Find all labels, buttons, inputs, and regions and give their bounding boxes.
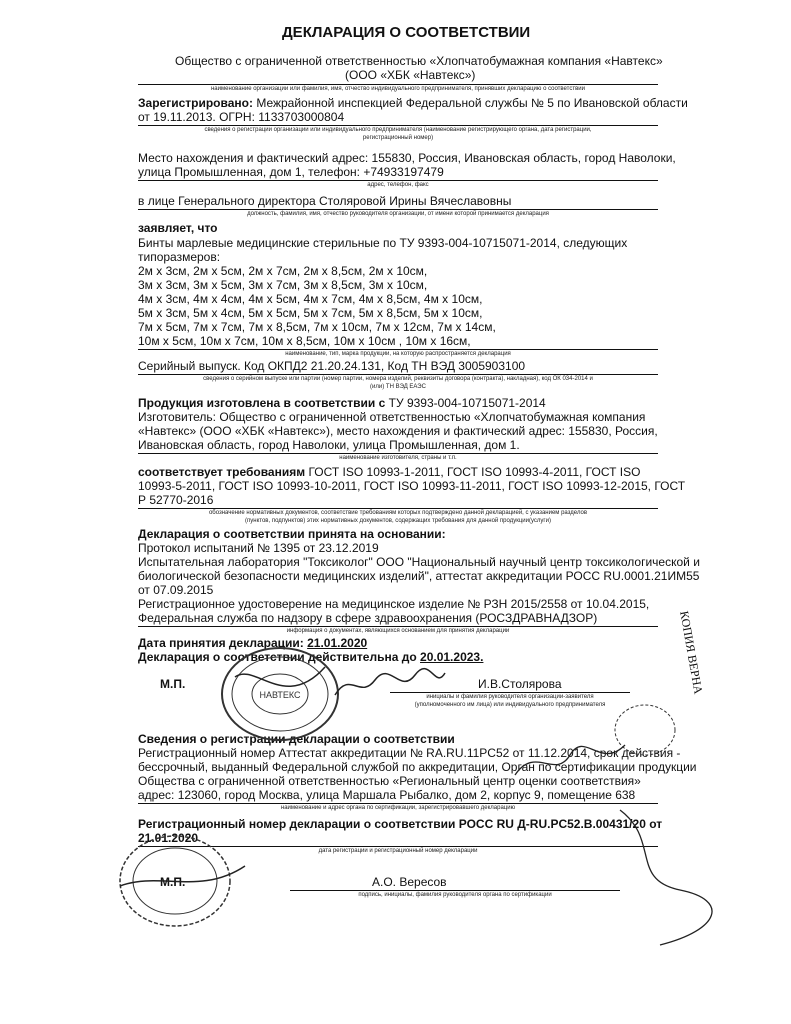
- address-line1: Место нахождения и фактический адрес: 155830, Россия, Ивановская область, город Наволоки,: [138, 151, 676, 165]
- registration-line: адрес: 123060, город Москва, улица Маршала Рыбалко, дом 2, корпус 9, помещение 638: [138, 788, 636, 802]
- manufactured-label: Продукция изготовлена в соответствии с: [138, 396, 386, 410]
- caption-standards-1: обозначение нормативных документов, соответствие требованиям которых подтверждено данной декларацией, с указанием разделов: [208, 510, 588, 516]
- caption-basis: информация о документах, являющихся основанием для принятия декларации: [286, 628, 510, 634]
- caption-signatory-1: инициалы и фамилия руководителя организации-заявителя: [426, 694, 594, 700]
- product-line: 4м x 3см, 4м x 4см, 4м x 5см, 4м x 7см, 4м x 8,5см, 4м x 10см,: [138, 292, 483, 306]
- divider: [138, 180, 658, 181]
- represented-by: в лице Генерального директора Столяровой Ирины Вячеславовны: [138, 194, 512, 208]
- basis-line: Протокол испытаний № 1395 от 23.12.2019: [138, 541, 379, 555]
- caption-standards-2: (пунктов, подпунктов) этих нормативных документов, содержащих требования для данной продукции(услуги): [245, 518, 551, 524]
- caption-signatory-2: (уполномоченного им лица) или индивидуального предпринимателя: [414, 702, 606, 708]
- caption-product: наименование, тип, марка продукции, на которую распространяется декларация: [285, 351, 511, 357]
- registration-header: Сведения о регистрации декларации о соответствии: [138, 732, 455, 746]
- org-name-line2: (ООО «ХБК «Навтекс»): [345, 68, 476, 82]
- basis-line: Испытательная лаборатория "Токсиколог" ООО "Национальный научный центр токсикологической и: [138, 555, 700, 569]
- signature-stroke: [235, 667, 325, 686]
- date-accepted-label: Дата принятия декларации:: [138, 636, 304, 650]
- caption-regnum: дата регистрации и регистрационный номер декларации: [318, 848, 478, 854]
- caption-signatory-3: подпись, инициалы, фамилия руководителя органа по сертификации: [358, 892, 552, 898]
- regnum-date: 21.01.2020: [138, 831, 199, 845]
- conforms-label: соответствует требованиям: [138, 465, 306, 479]
- registered-line1: [138, 97, 688, 109]
- page-title: ДЕКЛАРАЦИЯ О СООТВЕТСТВИИ: [282, 24, 531, 41]
- divider: [138, 209, 658, 210]
- manufactured-spec: ТУ 9393-004-10715071-2014: [388, 396, 546, 410]
- registration-line: бессрочный, выданный Федеральной службой по аккредитации, Орган по сертификации продукции: [138, 760, 697, 774]
- conforms-line1: [138, 466, 640, 478]
- caption-represented: должность, фамилия, имя, отчество руководителя организации, от имени которой принимается декларация: [247, 211, 549, 217]
- mp-label-2: М.П.: [160, 875, 186, 889]
- caption-manufacturer: наименование изготовителя, страны и т.п.: [339, 455, 457, 461]
- caption-registration-body: наименование и адрес органа по сертификации, зарегистрировавшего декларацию: [280, 805, 516, 811]
- org-name-line1: Общество с ограниченной ответственностью «Хлопчатобумажная компания «Навтекс»: [175, 54, 663, 68]
- registration-line: Регистрационный номер Аттестат аккредитации № RA.RU.11PC52 от 11.12.2014, срок действия -: [138, 746, 681, 760]
- basis-line: биологической безопасности медицинских изделий", аттестат аккредитации РОСС RU.0001.21ИМ55: [138, 569, 700, 583]
- registered-line2: от 19.11.2013. ОГРН: 1133703000804: [138, 110, 345, 124]
- caption-org: наименование организации или фамилия, имя, отчество индивидуального предпринимателя, принявших декларацию о соответствии: [210, 86, 586, 92]
- divider: [138, 803, 658, 804]
- mp-label-1: М.П.: [160, 677, 186, 691]
- registered-label: Зарегистрировано:: [138, 96, 253, 110]
- signature-path: [620, 810, 712, 945]
- caption-serial-1: сведения о серийном выпуске или партии (номер партии, номера изделий, реквизиты договора (контракта), накладная), код ОК 034-2014 и: [203, 376, 593, 382]
- manufacturer-line: Изготовитель: Общество с ограниченной ответственностью «Хлопчатобумажная компания: [138, 410, 646, 424]
- date-valid-label: Декларация о соответствии действительна до: [138, 650, 417, 664]
- conforms-standards: ГОСТ ISO 10993-1-2011, ГОСТ ISO 10993-4-2011, ГОСТ ISO: [308, 465, 641, 479]
- basis-line: Регистрационное удостоверение на медицинское изделие № РЗН 2015/2558 от 10.04.2015,: [138, 597, 650, 611]
- caption-serial-2: (или) ТН ВЭД ЕАЭС: [370, 384, 426, 390]
- divider: [138, 508, 658, 509]
- standards-line: 10993-5-2011, ГОСТ ISO 10993-10-2011, ГОСТ ISO 10993-11-2011, ГОСТ ISO 10993-12-2015, ГОСТ: [138, 479, 686, 493]
- divider: [138, 125, 658, 126]
- product-line: 3м x 3см, 3м x 5см, 3м x 7см, 3м x 8,5см, 3м x 10см,: [138, 278, 428, 292]
- date-accepted-value: 21.01.2020: [307, 636, 368, 650]
- stamp-center-text: НАВТЕКС: [259, 690, 301, 700]
- serial-text: Серийный выпуск. Код ОКПД2 21.20.24.131, Код ТН ВЭД 3005903100: [138, 359, 526, 373]
- round-stamp-1: [215, 642, 345, 747]
- manufacturer-line: «Навтекс» (ООО «ХБК «Навтекс»), место нахождения и фактический адрес: 155830, Россия,: [138, 424, 658, 438]
- signature-path: [335, 669, 445, 695]
- manufactured-line1: [138, 397, 546, 409]
- registered-text: Межрайонной инспекцией Федеральной службы № 5 по Ивановской области: [256, 96, 688, 110]
- round-stamp-2: [110, 826, 250, 931]
- divider: [138, 349, 658, 350]
- date-valid-value: 20.01.2023.: [420, 650, 484, 664]
- caption-registration-2: регистрационный номер): [362, 135, 434, 141]
- divider: [138, 626, 658, 627]
- signature-1: [330, 665, 450, 705]
- caption-registration-1: сведения о регистрации организации или индивидуального предпринимателя (наименование регистрирующего органа, дата регистрации,: [204, 127, 592, 133]
- product-line: Бинты марлевые медицинские стерильные по ТУ 9393-004-10715071-2014, следующих: [138, 236, 628, 250]
- product-line: типоразмеров:: [138, 250, 221, 264]
- regnum-line1: Регистрационный номер декларации о соответствии РОСС RU Д-RU.PC52.B.00431/20 от: [138, 817, 663, 831]
- divider: [138, 374, 658, 375]
- signature-3: [600, 800, 740, 950]
- signature-stroke: [120, 866, 245, 889]
- basis-line: Федеральная служба по надзору в сфере здравоохранения (РОСЗДРАВНАДЗОР): [138, 611, 598, 625]
- product-line: 7м x 5см, 7м x 7см, 7м x 8,5см, 7м x 10см, 7м x 12см, 7м x 14см,: [138, 320, 496, 334]
- signature-path: [515, 745, 625, 775]
- manufacturer-line: Ивановская область, город Наволоки, улица Промышленная, дом 1.: [138, 438, 520, 452]
- divider: [138, 84, 658, 85]
- standards-line: Р 52770-2016: [138, 493, 214, 507]
- declares-label: заявляет, что: [138, 221, 218, 235]
- divider: [290, 890, 620, 891]
- address-line2: улица Промышленная, дом 1, телефон: +74933197479: [138, 165, 444, 179]
- basis-line: от 07.09.2015: [138, 583, 214, 597]
- signatory-name-1: И.В.Столярова: [478, 677, 562, 691]
- product-line: 5м x 3см, 5м x 4см, 5м x 5см, 5м x 7см, 5м x 8,5см, 5м x 10см,: [138, 306, 483, 320]
- registration-line: Общества с ограниченной ответственностью «Региональный центр оценки соответствия»: [138, 774, 641, 788]
- product-line: 2м x 3см, 2м x 5см, 2м x 7см, 2м x 8,5см, 2м x 10см,: [138, 264, 428, 278]
- divider: [138, 453, 658, 454]
- basis-header: Декларация о соответствии принята на основании:: [138, 527, 446, 541]
- product-line: 10м x 5см, 10м x 7см, 10м x 8,5см, 10м x 10см , 10м x 16см,: [138, 334, 471, 348]
- signatory-name-2: А.О. Вересов: [372, 875, 447, 889]
- signature-2: [510, 735, 630, 785]
- caption-address: адрес, телефон, факс: [367, 182, 429, 188]
- copy-verified-stamp: КОПИЯ ВЕРНА: [677, 609, 706, 696]
